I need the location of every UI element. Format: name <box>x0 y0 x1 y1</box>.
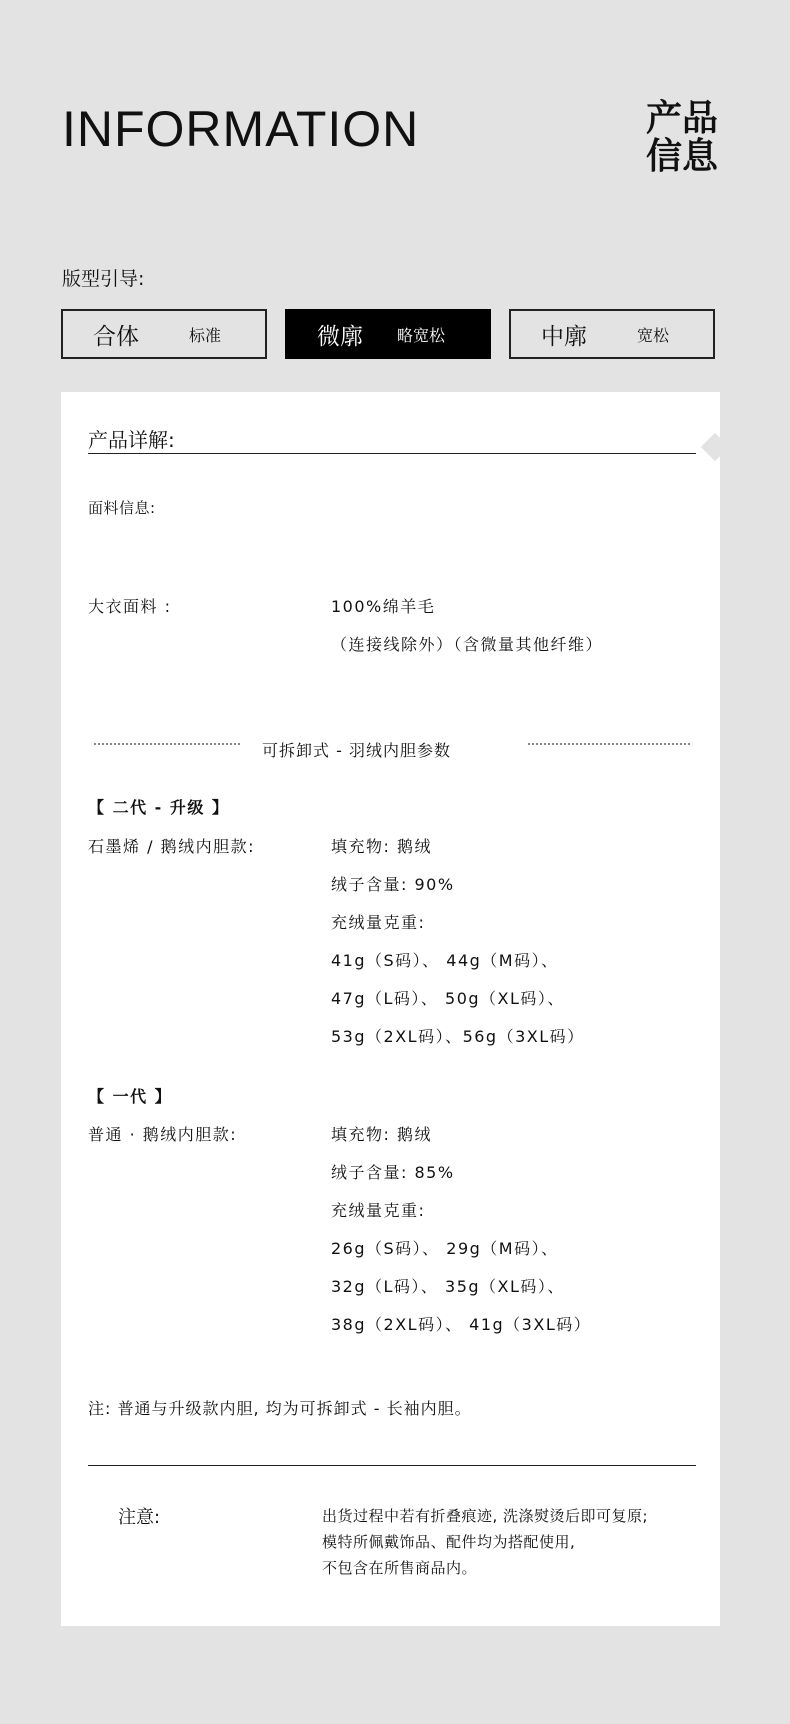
gen1-heading: 【 一代 】 <box>88 1087 173 1106</box>
coat-fabric-value: 100%绵羊毛 <box>331 597 436 616</box>
details-card <box>61 392 720 1626</box>
fit-option-desc: 宽松 <box>636 325 669 345</box>
fit-option-name: 中廓 <box>541 323 587 350</box>
page-title-cn-line2: 信息 <box>646 136 719 177</box>
gen1-line: 绒子含量: 85% <box>331 1163 455 1182</box>
gen2-line: 41g（S码）、 44g（M码）、 <box>331 951 559 970</box>
fit-option-regular <box>61 309 267 359</box>
gen2-line: 绒子含量: 90% <box>331 875 455 894</box>
section-divider-left <box>94 743 240 745</box>
fit-option-name: 微廓 <box>317 323 363 350</box>
section-divider-right <box>528 743 690 745</box>
page-title-cn-line1: 产品 <box>646 98 719 139</box>
gen1-model-label: 普通 · 鹅绒内胆款: <box>88 1125 238 1144</box>
gen1-line: 38g（2XL码）、 41g（3XL码） <box>331 1315 592 1334</box>
caution-line: 出货过程中若有折叠痕迹, 洗涤熨烫后即可复原; <box>322 1507 649 1525</box>
fit-option-desc: 略宽松 <box>396 325 445 345</box>
caution-line: 不包含在所售商品内。 <box>322 1559 478 1577</box>
caution-line: 模特所佩戴饰品、配件均为搭配使用, <box>322 1533 576 1551</box>
gen1-line: 26g（S码）、 29g（M码）、 <box>331 1239 559 1258</box>
details-title: 产品详解: <box>88 428 175 452</box>
fit-option-loose <box>509 309 715 359</box>
fit-guide-label: 版型引导: <box>62 268 145 290</box>
fit-option-desc: 标准 <box>188 325 221 345</box>
caution-rule <box>88 1465 696 1466</box>
gen2-line: 53g（2XL码）、56g（3XL码） <box>331 1027 585 1046</box>
page-title-cn <box>646 100 726 176</box>
gen2-line: 充绒量克重: <box>331 913 426 932</box>
gen1-line: 填充物: 鹅绒 <box>331 1125 432 1144</box>
liner-note: 注: 普通与升级款内胆, 均为可拆卸式 - 长袖内胆。 <box>88 1399 472 1418</box>
gen2-model-label: 石墨烯 / 鹅绒内胆款: <box>88 837 255 856</box>
gen1-line: 32g（L码）、 35g（XL码）、 <box>331 1277 565 1296</box>
fit-option-slightly-loose <box>285 309 491 359</box>
gen1-line: 充绒量克重: <box>331 1201 426 1220</box>
gen2-line: 47g（L码）、 50g（XL码）、 <box>331 989 565 1008</box>
gen2-heading: 【 二代 - 升级 】 <box>88 798 230 817</box>
fabric-info-label: 面料信息: <box>88 499 156 517</box>
coat-fabric-label: 大衣面料 : <box>88 597 172 616</box>
details-title-rule <box>88 453 696 454</box>
liner-section-title: 可拆卸式 - 羽绒内胆参数 <box>262 741 451 760</box>
coat-fabric-note: （连接线除外）（含微量其他纤维） <box>331 635 604 654</box>
page-title: INFORMATION <box>62 101 420 157</box>
caution-label: 注意: <box>118 1507 161 1528</box>
gen2-line: 填充物: 鹅绒 <box>331 837 432 856</box>
fit-option-name: 合体 <box>93 323 139 350</box>
